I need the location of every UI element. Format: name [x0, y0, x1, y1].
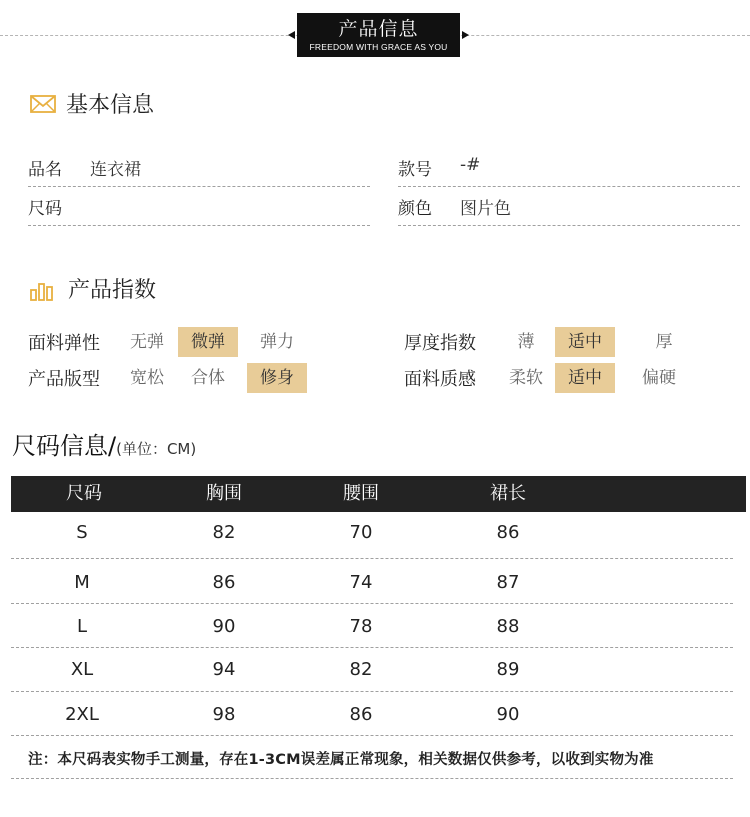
table-row — [11, 609, 746, 645]
section-banner — [297, 13, 460, 57]
cell-bust: 82 — [212, 522, 236, 543]
size-info-heading — [12, 426, 196, 461]
measurement-note: 注：本尺码表实物手工测量，存在1-3CM误差属正常现象，相关数据仅供参考，以收到实物为准 — [28, 752, 654, 768]
divider — [398, 225, 740, 226]
index-fit — [28, 363, 100, 393]
cell-length: 90 — [496, 704, 520, 725]
cell-waist: 86 — [349, 704, 373, 725]
cell-bust: 86 — [212, 572, 236, 593]
size-table-header — [11, 476, 746, 512]
bar-chart-icon — [30, 277, 58, 301]
product-index-heading — [30, 273, 156, 304]
row-divider — [11, 691, 733, 692]
info-value: 连衣裙 — [90, 160, 141, 180]
cell-size: L — [76, 616, 88, 637]
info-label: 品名 — [28, 160, 62, 180]
row-divider — [11, 647, 733, 648]
banner-left-arrow-icon — [288, 31, 295, 39]
size-unit: (单位：CM) — [116, 440, 197, 458]
info-value: 图片色 — [460, 199, 511, 219]
option-stiff: 偏硬 — [642, 368, 676, 388]
info-row-color — [398, 194, 511, 219]
info-value: -# — [460, 155, 481, 175]
header-waist: 腰围 — [343, 483, 379, 504]
banner-right-arrow-icon — [462, 31, 469, 39]
cell-length: 87 — [496, 572, 520, 593]
banner-title: 产品信息 — [338, 18, 419, 40]
header-bust: 胸围 — [206, 483, 242, 504]
index-texture — [404, 363, 476, 393]
cell-waist: 74 — [349, 572, 373, 593]
option-thin: 薄 — [517, 332, 535, 352]
cell-length: 89 — [496, 659, 520, 680]
cell-size: 2XL — [65, 704, 99, 725]
cell-size: XL — [70, 659, 94, 680]
basic-info-heading — [30, 88, 154, 119]
cell-waist: 82 — [349, 659, 373, 680]
index-label: 面料弹性 — [28, 333, 100, 354]
option-thick: 厚 — [655, 332, 673, 352]
index-thickness — [404, 327, 476, 357]
row-divider — [11, 558, 733, 559]
cell-length: 86 — [496, 522, 520, 543]
option-loose: 宽松 — [130, 368, 164, 388]
info-label: 颜色 — [398, 199, 432, 219]
row-divider — [11, 778, 733, 779]
info-label: 款号 — [398, 160, 432, 180]
index-elasticity — [28, 327, 100, 357]
option-medium-texture-selected: 适中 — [555, 363, 615, 393]
info-row-style-no — [398, 155, 480, 180]
row-divider — [11, 735, 733, 736]
cell-size: S — [76, 522, 88, 543]
option-slim-selected: 修身 — [247, 363, 307, 393]
header-length: 裙长 — [490, 483, 526, 504]
table-row — [11, 565, 746, 601]
option-stretch: 弹力 — [260, 332, 294, 352]
option-regular: 合体 — [191, 368, 225, 388]
cell-bust: 98 — [212, 704, 236, 725]
info-label: 尺码 — [28, 199, 62, 219]
cell-length: 88 — [496, 616, 520, 637]
index-label: 厚度指数 — [404, 333, 476, 354]
cell-bust: 94 — [212, 659, 236, 680]
option-medium-selected: 适中 — [555, 327, 615, 357]
table-row — [11, 515, 746, 551]
basic-info-title: 基本信息 — [66, 93, 155, 118]
row-divider — [11, 603, 733, 604]
option-slight-stretch-selected: 微弹 — [178, 327, 238, 357]
cell-bust: 90 — [212, 616, 236, 637]
info-row-name — [28, 155, 141, 180]
size-info-title: 尺码信息/ — [12, 432, 117, 460]
envelope-icon — [30, 94, 56, 114]
option-soft: 柔软 — [509, 368, 543, 388]
product-index-title: 产品指数 — [68, 278, 157, 303]
cell-size: M — [74, 572, 90, 593]
info-row-size — [28, 194, 90, 219]
table-row — [11, 652, 746, 688]
cell-waist: 78 — [349, 616, 373, 637]
cell-waist: 70 — [349, 522, 373, 543]
divider — [398, 186, 740, 187]
divider — [28, 186, 370, 187]
index-label: 面料质感 — [404, 369, 476, 390]
banner-subtitle: FREEDOM WITH GRACE AS YOU — [309, 42, 448, 52]
option-no-stretch: 无弹 — [130, 332, 164, 352]
header-size: 尺码 — [66, 483, 102, 504]
table-row — [11, 697, 746, 733]
index-label: 产品版型 — [28, 369, 100, 390]
divider — [28, 225, 370, 226]
